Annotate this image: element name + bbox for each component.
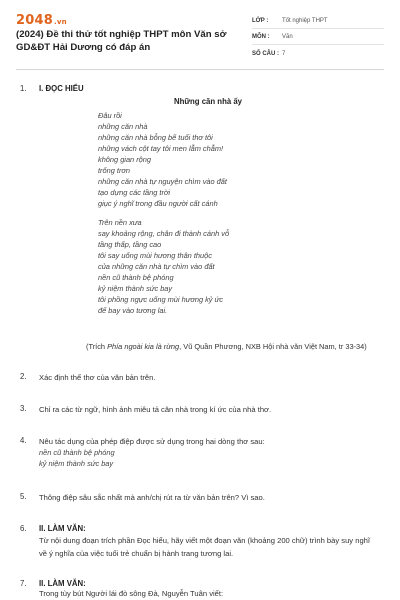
poem-line: tôi say uống mùi hương thân thuộc	[98, 251, 212, 260]
question-text: Nêu tác dụng của phép điệp được sử dụng trong hai dòng thơ sau:	[39, 437, 265, 446]
question-number: 1.	[20, 84, 27, 93]
poem-line: không gian rộng	[98, 155, 152, 164]
poem-line: Đâu rồi	[98, 111, 122, 120]
poem-line: những căn nhà tự nguyện chìm vào đất	[98, 177, 227, 186]
section-heading: II. LÀM VĂN:	[39, 524, 86, 533]
question-text: Thông điệp sâu sắc nhất mà anh/chị rút ra từ văn bản trên? Vì sao.	[39, 493, 265, 502]
question-number: 7.	[20, 579, 27, 588]
question-number: 5.	[20, 492, 27, 501]
source-prefix: (Trích	[86, 342, 108, 351]
meta-row-subject	[252, 30, 384, 45]
exam-title: (2024) Đề thi thử tốt nghiệp THPT môn Văn sở GD&ĐT Hải Dương có đáp án	[16, 29, 227, 53]
section-heading: II. LÀM VĂN:	[39, 579, 86, 588]
exam-meta	[252, 14, 384, 62]
poem-line: kỷ niệm thành sức bay	[98, 284, 173, 293]
meta-value: Văn	[282, 34, 293, 40]
section-heading: I. ĐỌC HIỂU	[39, 84, 84, 93]
question-number: 4.	[20, 436, 27, 445]
question-number: 2.	[20, 372, 27, 381]
logo-text: 2048	[16, 13, 53, 28]
meta-key: LỚP :	[252, 18, 269, 24]
meta-row-grade	[252, 14, 384, 29]
source-book-title: Phía ngoài kia là rừng	[107, 342, 180, 351]
poem-body	[98, 110, 338, 316]
poem-line: tôi phồng ngực uống mùi hương kỷ ức	[98, 295, 223, 304]
question-text: Xác định thể thơ của văn bản trên.	[39, 373, 156, 382]
meta-value: 7	[282, 50, 286, 57]
poem-line: nền cũ thành bệ phóng	[98, 273, 174, 282]
poem-line: say khoảng rộng, chân đi thành cánh vỗ	[98, 229, 230, 238]
poem-line: những căn nhà	[98, 122, 148, 131]
site-logo[interactable]	[16, 13, 67, 28]
question-number: 6.	[20, 524, 27, 533]
poem-line: giục ý nghĩ trong đầu người cất cánh	[98, 199, 218, 208]
question-text: Chỉ ra các từ ngữ, hình ảnh miêu tả căn nhà trong kí ức của nhà thơ.	[39, 405, 272, 414]
poem-line: tầng thấp, tầng cao	[98, 240, 162, 249]
meta-key: SỐ CÂU :	[252, 50, 279, 57]
poem-line: những căn nhà bỗng bế tuổi thơ tôi	[98, 133, 213, 142]
poem-line: Trên nền xưa	[98, 218, 142, 227]
quoted-line: kỷ niệm thành sức bay	[39, 459, 114, 468]
meta-value: Tốt nghiệp THPT	[282, 18, 328, 24]
source-details: , Vũ Quần Phương, NXB Hội nhà văn Việt Nam, tr 33-34)	[179, 342, 367, 351]
meta-row-count	[252, 46, 384, 61]
question-text: Trong tùy bút Người lái đò sông Đà, Nguyễn Tuân viết:	[39, 589, 224, 598]
quoted-line: nền cũ thành bệ phóng	[39, 448, 115, 457]
poem-source	[86, 342, 367, 351]
question-number: 3.	[20, 404, 27, 413]
poem-title: Những căn nhà ấy	[173, 97, 243, 106]
meta-key: MÔN :	[252, 34, 270, 40]
header-divider	[16, 69, 384, 70]
poem-line: tạo dựng các tầng trời	[98, 188, 171, 197]
poem-line: để bay vào tương lai.	[98, 306, 168, 315]
logo-suffix: .vn	[53, 18, 67, 26]
question-text: Từ nội dung đoạn trích phần Đọc hiểu, hãy viết một đoạn văn (khoảng 200 chữ) trình bày suy nghĩ về ý nghĩa của việc tuổi trẻ chuẩn bị hành trang tương lai.	[39, 536, 370, 558]
poem-line: trống trơn	[98, 166, 130, 175]
poem-line: những vách cột tay tôi men lẫm chẫm!	[98, 144, 224, 153]
poem-line: của những căn nhà tự chìm vào đất	[98, 262, 215, 271]
document-header	[0, 0, 400, 68]
